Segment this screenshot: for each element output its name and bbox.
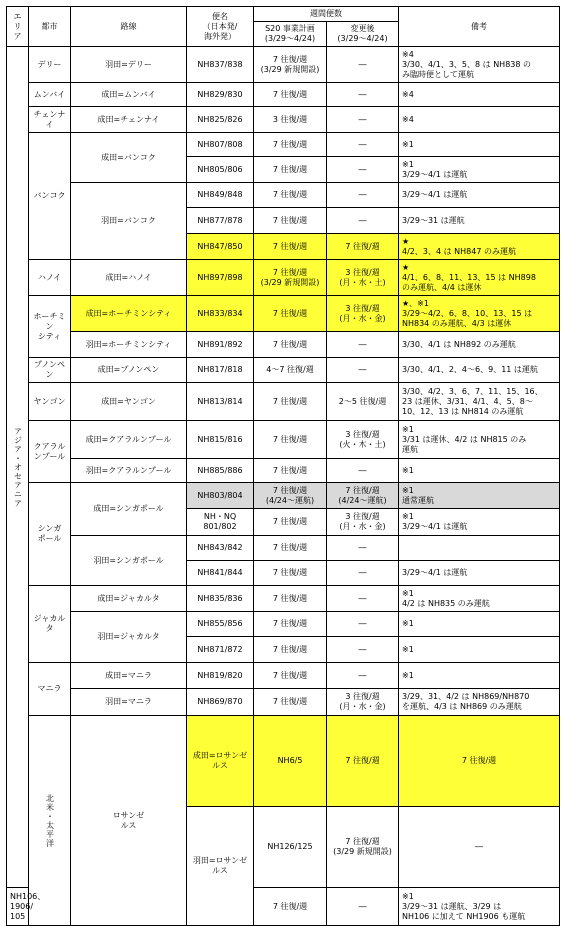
remarks-cell: ※4 3/30、4/1、3、5、8 は NH838 の み臨時便として運航 — [399, 47, 560, 83]
flight-cell: NH833/834 — [187, 296, 254, 332]
flight-cell: NH・NQ 801/802 — [187, 509, 254, 536]
remarks-cell: ※1 — [399, 459, 560, 483]
remarks-cell: 3/30、4/1、2、4～6、9、11 は運航 — [399, 358, 560, 383]
route-cell: 成田=シンガポール — [71, 483, 187, 536]
city-cell: ハノイ — [29, 260, 71, 296]
remarks-cell: ※1 3/29～4/1 は運航 — [399, 157, 560, 183]
remarks-cell — [399, 536, 560, 561]
flight-cell: NH126/125 — [254, 807, 327, 888]
plan-cell: 4～7 往復/週 — [254, 358, 327, 383]
remarks-cell: ※1 — [399, 663, 560, 689]
after-cell: ― — [327, 663, 399, 689]
remarks-cell: ※1 3/31 は運休、4/2 は NH815 のみ 運航 — [399, 421, 560, 459]
plan-cell: 7 往復/週 — [254, 234, 327, 260]
flight-cell: NH841/844 — [187, 561, 254, 586]
route-cell: 成田=プノンペン — [71, 358, 187, 383]
remarks-cell: ※1 通常運航 — [399, 483, 560, 509]
route-cell: 羽田=ホーチミンシティ — [71, 332, 187, 358]
route-cell: 羽田=バンコク — [71, 183, 187, 260]
city-cell: クアラル ンプール — [29, 421, 71, 483]
route-cell: 成田=ジャカルタ — [71, 586, 187, 612]
after-cell: ― — [327, 47, 399, 83]
remarks-cell: ※1 3/29～31 は運航、3/29 は NH106 に加えて NH1906 も運航 — [399, 888, 560, 926]
plan-cell: 7 往復/週 — [254, 888, 327, 926]
remarks-cell: ★ 4/1、6、8、11、13、15 は NH898 のみ運航、4/4 は運休 — [399, 260, 560, 296]
after-cell: ― — [327, 358, 399, 383]
flight-cell: NH837/838 — [187, 47, 254, 83]
flight-cell: NH843/842 — [187, 536, 254, 561]
after-cell: ― — [327, 183, 399, 208]
route-cell: 成田=チェンナイ — [71, 107, 187, 133]
city-cell: シンガ ポール — [29, 483, 71, 586]
remarks-header: 備考 — [399, 7, 560, 47]
after-cell: ― — [327, 637, 399, 663]
remarks-cell: 3/29～4/1 は運航 — [399, 183, 560, 208]
city-cell: ヤンゴン — [29, 383, 71, 421]
after-cell: ― — [327, 208, 399, 234]
plan-cell: 7 往復/週 — [254, 83, 327, 107]
weekly-flights-header: 週間便数 — [254, 7, 399, 22]
area-cell: 北米・太平洋 — [29, 716, 71, 926]
remarks-cell: ※4 — [399, 83, 560, 107]
flight-cell: NH849/848 — [187, 183, 254, 208]
plan-cell: 3 往復/週 — [254, 107, 327, 133]
plan-cell: 7 往復/週 — [254, 637, 327, 663]
route-cell: 羽田=シンガポール — [71, 536, 187, 586]
after-cell: ― — [327, 612, 399, 637]
plan-cell: 7 往復/週 (3/29 新規開設) — [254, 47, 327, 83]
flight-cell: NH819/820 — [187, 663, 254, 689]
flight-cell: NH825/826 — [187, 107, 254, 133]
remarks-cell: ※1 3/29～4/1 は運航 — [399, 509, 560, 536]
route-cell: 成田=ハノイ — [71, 260, 187, 296]
plan-cell: 7 往復/週 — [254, 663, 327, 689]
after-cell: ― — [327, 133, 399, 157]
route-cell: 成田=ホーチミンシティ — [71, 296, 187, 332]
plan-cell: 7 往復/週 — [254, 421, 327, 459]
flight-schedule-table — [6, 6, 560, 926]
plan-cell: 7 往復/週 — [327, 716, 399, 807]
remarks-cell: ※1 — [399, 637, 560, 663]
city-cell: バンコク — [29, 133, 71, 260]
after-change-header: 変更後 (3/29～4/24) — [327, 22, 399, 47]
route-cell: 羽田=ジャカルタ — [71, 612, 187, 663]
after-cell: 3 往復/週 (月・水・金) — [327, 509, 399, 536]
plan-cell: 7 往復/週 — [254, 332, 327, 358]
plan-cell: 7 往復/週 — [254, 208, 327, 234]
route-cell: 成田=クアラルンプール — [71, 421, 187, 459]
route-cell: 成田=ムンバイ — [71, 83, 187, 107]
plan-cell: 7 往復/週 (4/24～運航) — [254, 483, 327, 509]
plan-cell: 7 往復/週 — [254, 561, 327, 586]
flight-cell: NH106、1906/ 105 — [7, 888, 29, 926]
after-cell: 3 往復/週 (月・水・土) — [327, 260, 399, 296]
after-cell: 3 往復/週 (月・水・金) — [327, 689, 399, 716]
city-cell: ムンバイ — [29, 83, 71, 107]
city-cell: ロサンゼ ルス — [71, 716, 187, 926]
city-cell: プノンペン — [29, 358, 71, 383]
remarks-cell: 3/30、4/2、3、6、7、11、15、16、 23 は運休、3/31、4/1、4、5、8～ 10、12、13 は NH814 のみ運航 — [399, 383, 560, 421]
city-cell: デリー — [29, 47, 71, 83]
flight-cell: NH877/878 — [187, 208, 254, 234]
flight-cell: NH891/892 — [187, 332, 254, 358]
plan-cell: 7 往復/週 — [254, 459, 327, 483]
flight-cell: NH817/818 — [187, 358, 254, 383]
flight-cell: NH885/886 — [187, 459, 254, 483]
after-cell: 3 往復/週 (火・木・土) — [327, 421, 399, 459]
plan-cell: 7 往復/週 (3/29 新規開設) — [254, 260, 327, 296]
route-cell: 成田=マニラ — [71, 663, 187, 689]
after-cell: 7 往復/週 — [327, 234, 399, 260]
plan-cell: 7 往復/週 — [254, 509, 327, 536]
flight-cell: NH829/830 — [187, 83, 254, 107]
city-cell: ホーチミン シティ — [29, 296, 71, 358]
remarks-cell: ※4 — [399, 107, 560, 133]
after-cell: ― — [327, 586, 399, 612]
after-cell: 2～5 往復/週 — [327, 383, 399, 421]
after-cell: 7 往復/週 (4/24～運航) — [327, 483, 399, 509]
flight-cell: NH807/808 — [187, 133, 254, 157]
after-cell: 3 往復/週 (月・水・金) — [327, 296, 399, 332]
plan-cell: 7 往復/週 — [254, 689, 327, 716]
remarks-cell: ※1 — [399, 612, 560, 637]
flight-cell: NH815/816 — [187, 421, 254, 459]
route-cell: 羽田=デリー — [71, 47, 187, 83]
city-cell: チェンナイ — [29, 107, 71, 133]
remarks-cell: 3/29～4/1 は運航 — [399, 561, 560, 586]
route-cell: 羽田=マニラ — [71, 689, 187, 716]
plan-cell: 7 往復/週 — [254, 383, 327, 421]
flight-number-header: 便名 （日本発/ 海外発） — [187, 7, 254, 47]
flight-cell: NH847/850 — [187, 234, 254, 260]
route-cell: 成田=ロサンゼルス — [187, 716, 254, 807]
after-cell: ― — [399, 807, 560, 888]
after-cell: ― — [327, 536, 399, 561]
flight-cell: NH897/898 — [187, 260, 254, 296]
remarks-cell: ※1 4/2 は NH835 のみ運航 — [399, 586, 560, 612]
remarks-cell: ※1 — [399, 133, 560, 157]
plan-cell: 7 往復/週 — [254, 536, 327, 561]
plan-cell: 7 往復/週 — [254, 296, 327, 332]
flight-cell: NH869/870 — [187, 689, 254, 716]
area-header: エリア — [7, 7, 29, 47]
remarks-cell: 3/29、31、4/2 は NH869/NH870 を運航、4/3 は NH869 のみ運航 — [399, 689, 560, 716]
plan-cell: 7 往復/週 — [254, 157, 327, 183]
flight-cell: NH803/804 — [187, 483, 254, 509]
remarks-cell: ★、※1 3/29～4/2、6、8、10、13、15 は NH834 のみ運航、4/3 は運休 — [399, 296, 560, 332]
flight-cell: NH805/806 — [187, 157, 254, 183]
remarks-cell: ★ 4/2、3、4 は NH847 のみ運航 — [399, 234, 560, 260]
after-cell: ― — [327, 561, 399, 586]
after-cell: ― — [327, 459, 399, 483]
flight-cell: NH813/814 — [187, 383, 254, 421]
flight-cell: NH835/836 — [187, 586, 254, 612]
flight-cell: NH855/856 — [187, 612, 254, 637]
area-cell: アジア・オセアニア — [7, 47, 29, 888]
remarks-cell: 3/30、4/1 は NH892 のみ運航 — [399, 332, 560, 358]
route-cell: 成田=ヤンゴン — [71, 383, 187, 421]
after-cell: 7 往復/週 — [399, 716, 560, 807]
after-cell: ― — [327, 107, 399, 133]
plan-cell: 7 往復/週 — [254, 183, 327, 208]
route-cell: 成田=バンコク — [71, 133, 187, 183]
route-header: 路線 — [71, 7, 187, 47]
plan-cell: 7 往復/週 — [254, 133, 327, 157]
plan-cell: 7 往復/週 — [254, 586, 327, 612]
after-cell: ― — [327, 332, 399, 358]
after-cell: ― — [327, 83, 399, 107]
route-cell: 羽田=クアラルンプール — [71, 459, 187, 483]
plan-header: S20 事業計画 (3/29～4/24) — [254, 22, 327, 47]
city-cell: マニラ — [29, 663, 71, 716]
flight-cell: NH6/5 — [254, 716, 327, 807]
plan-cell: 7 往復/週 (3/29 新規開設) — [327, 807, 399, 888]
after-cell: ― — [327, 888, 399, 926]
remarks-cell: 3/29～31 は運航 — [399, 208, 560, 234]
route-cell: 羽田=ロサンゼルス — [187, 807, 254, 926]
plan-cell: 7 往復/週 — [254, 612, 327, 637]
after-cell: ― — [327, 157, 399, 183]
city-cell: ジャカル タ — [29, 586, 71, 663]
city-header: 都市 — [29, 7, 71, 47]
flight-cell: NH871/872 — [187, 637, 254, 663]
